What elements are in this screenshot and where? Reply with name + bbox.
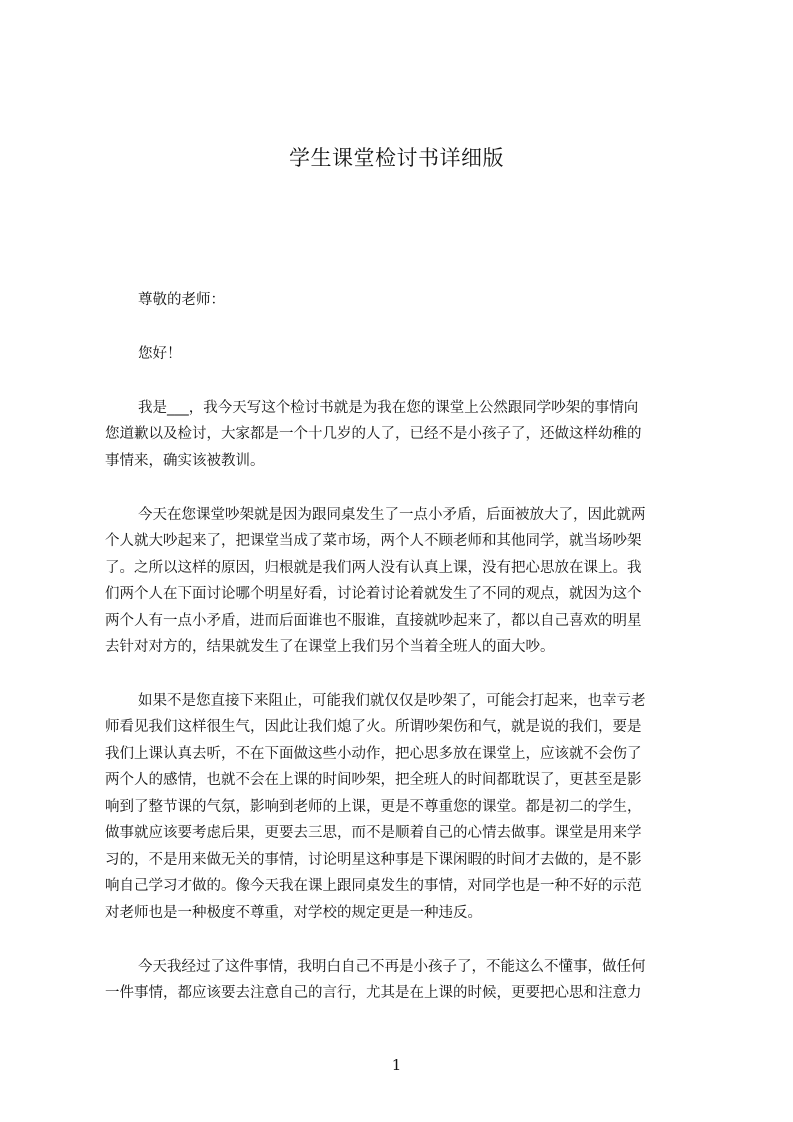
salutation: 尊敬的老师： <box>138 292 225 308</box>
paragraph-line: 我们上课认真去听，不在下面做这些小动作，把心思多放在课堂上，应该就不会伤了 <box>105 746 642 762</box>
paragraph-line: 们两个人在下面讨论哪个明星好看，讨论着讨论着就发生了不同的观点，就因为这个 <box>105 586 642 602</box>
paragraph-line: 师看见我们这样很生气，因此让我们熄了火。所谓吵架伤和气，就是说的我们，要是 <box>105 719 642 735</box>
paragraph-line: 做事就应该要考虑后果，更要去三思，而不是顺着自己的心情去做事。课堂是用来学 <box>105 825 642 841</box>
page-title: 学生课堂检讨书详细版 <box>289 146 504 170</box>
paragraph-line: 去针对对方的，结果就发生了在课堂上我们另个当着全班人的面大吵。 <box>105 639 555 655</box>
paragraph-line: 两个人有一点小矛盾，进而后面谁也不服谁，直接就吵起来了，都以自己喜欢的明星 <box>105 613 642 629</box>
paragraph-line: 如果不是您直接下来阻止，可能我们就仅仅是吵架了，可能会打起来，也幸亏老 <box>138 693 646 709</box>
paragraph-line: 两个人的感情，也就不会在上课的时间吵架，把全班人的时间都耽误了，更甚至是影 <box>105 772 642 788</box>
paragraph-line: 您道歉以及检讨，大家都是一个十几岁的人了，已经不是小孩子了，还做这样幼稚的 <box>105 426 642 442</box>
paragraph-line: 今天在您课堂吵架就是因为跟同桌发生了一点小矛盾，后面被放大了，因此就两 <box>138 507 646 523</box>
page-number: 1 <box>391 1056 402 1074</box>
paragraph-line: 响自己学习才做的。像今天我在课上跟同桌发生的事情，对同学也是一种不好的示范 <box>105 878 642 894</box>
paragraph-line: 一件事情，都应该要去注意自己的言行，尤其是在上课的时候，更要把心思和注意力 <box>105 985 642 1001</box>
paragraph-line: 对老师也是一种极度不尊重，对学校的规定更是一种违反。 <box>105 905 482 921</box>
paragraph-line: 了。之所以这样的原因，归根就是我们两人没有认真上课，没有把心思放在课上。我 <box>105 560 642 576</box>
greeting: 您好！ <box>138 346 182 362</box>
paragraph-line: 响到了整节课的气氛，影响到老师的上课，更是不尊重您的课堂。都是初二的学生， <box>105 799 642 815</box>
paragraph-line: 习的，不是用来做无关的事情，讨论明星这种事是下课闲暇的时间才去做的，是不影 <box>105 852 642 868</box>
paragraph-line: 事情来，确实该被教训。 <box>105 453 265 469</box>
paragraph-line: 今天我经过了这件事情，我明白自己不再是小孩子了，不能这么不懂事，做任何 <box>138 959 646 975</box>
paragraph-line: 我是___，我今天写这个检讨书就是为我在您的课堂上公然跟同学吵架的事情向 <box>138 400 639 416</box>
paragraph-line: 个人就大吵起来了，把课堂当成了菜市场，两个人不顾老师和其他同学，就当场吵架 <box>105 533 642 549</box>
